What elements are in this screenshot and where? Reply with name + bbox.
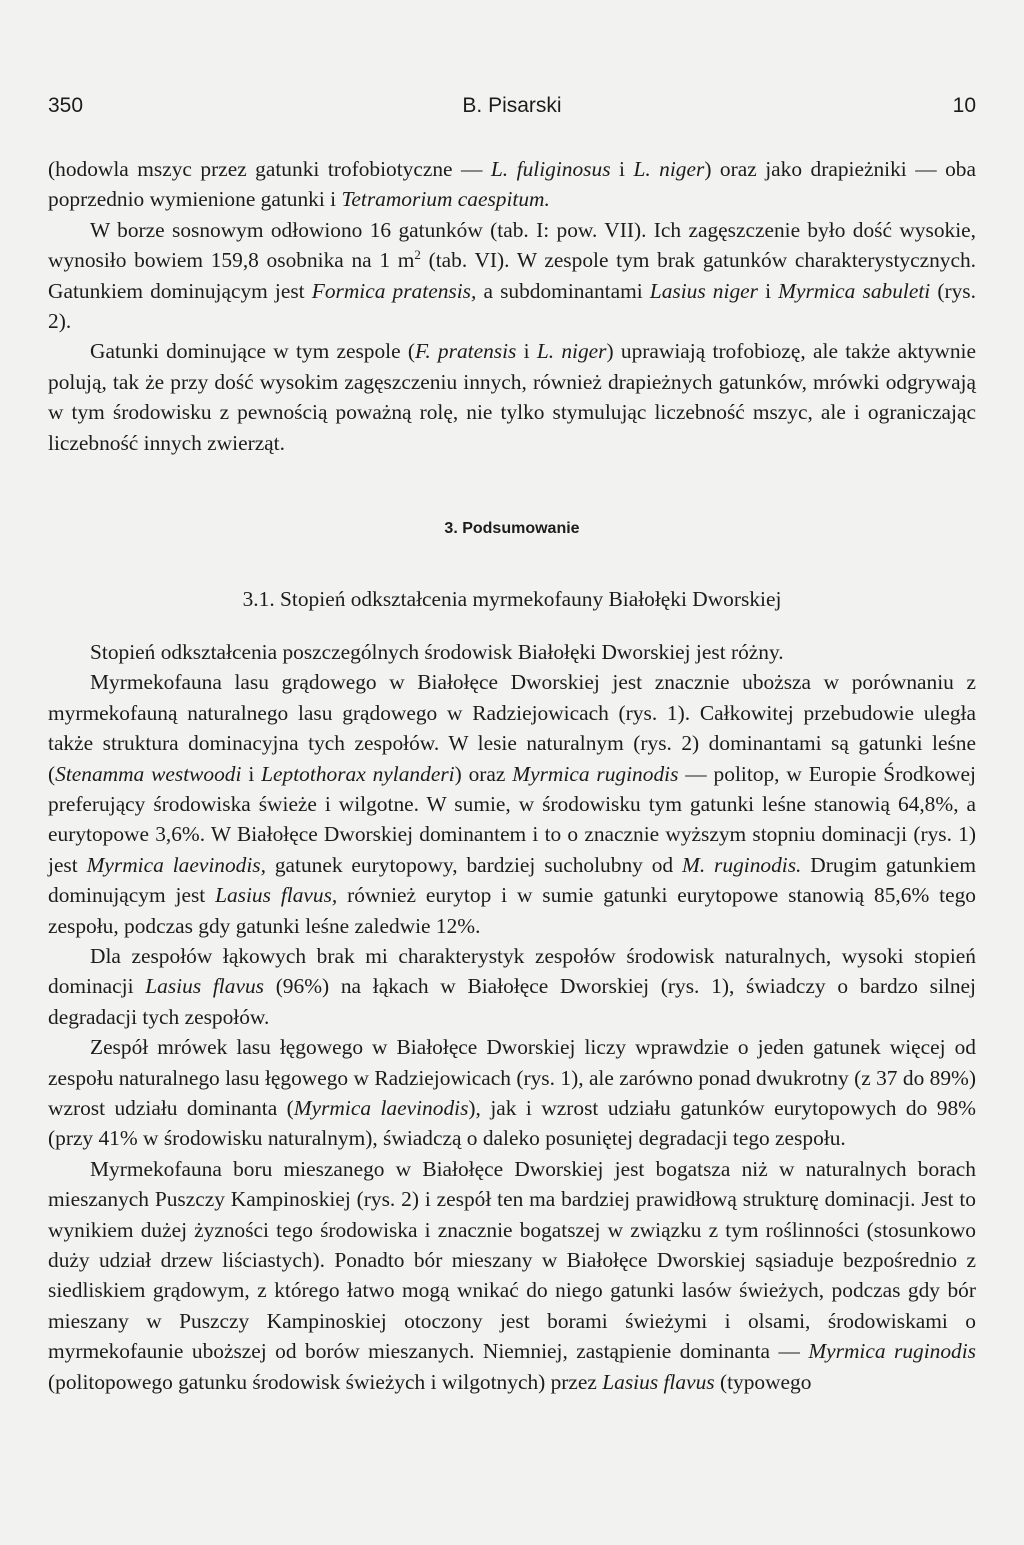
body-text [48, 154, 976, 1397]
text-run: i [757, 278, 779, 303]
species-name: L. niger [633, 157, 705, 181]
text-run: — politop, w Europie Środkowej preferujący środowiska świeże i wilgotne. W sumie, w środowisku tym gatunki leśne stanowią 64,8%, a eurytopowe 3,6%. W Białołęce Dworskiej dominantem i to o znacznie wyższym stopniu dominacji (rys. 1) jest [48, 761, 976, 877]
section-heading: 3. Podsumowanie [444, 520, 580, 538]
text-run: również eurytop i w sumie gatunki eurytopowe stanowią 85,6% tego zespołu, podczas gdy gatunki leśne zaledwie 12%. [48, 883, 976, 938]
text-run: (96%) na łąkach w Białołęce Dworskiej (rys. 1), świadczy o bardzo silnej degradacji tych zespołów. [48, 974, 976, 1029]
species-name: L. niger [536, 339, 607, 364]
species-name: M. ruginodis. [682, 852, 802, 877]
issue-number: 10 [952, 94, 976, 117]
text-run: a subdominantami [476, 278, 650, 303]
text-run: Stopień odkształcenia poszczególnych środowisk Białołęki Dworskiej jest różny. [90, 639, 784, 664]
text-run: gatunek eurytopowy, bardziej sucholubny od [265, 852, 682, 877]
species-name: Stenamma westwoodi [55, 761, 242, 786]
text-run: Drugim gatunkiem dominującym jest [48, 852, 976, 908]
superscript: 2 [414, 247, 421, 263]
text-run: Myrmekofauna boru mieszanego w Białołęce Dworskiej jest bogatsza niż w naturalnych borach mieszanych Puszczy Kampinoskiej (rys. 2) i zespół ten ma bardziej prawidłową strukturę dominacji. Jest to wynikiem dużej żyzności tego środowiska i znacznie bogatszej w związku z tym roślinności (stosunkowo duży udział drzew liściastych). Ponadto bór mieszany w Białołęce Dworskiej sąsiaduje bezpośrednio z siedliskiem grądowym, z którego łatwo mogą wnikać do niego gatunki lasów świeżych, podczas gdy bór mieszany w Puszczy Kampinoskiej otoczony jest borami świeżymi i olsami, środowiskami o myrmekofaunie uboższej od borów mieszanych. Niemniej, zastąpienie dominanta — [48, 1156, 976, 1364]
species-name: Lasius flavus, [215, 883, 338, 908]
text-run: ) oraz jako drapieżniki — oba poprzednio wymienione gatunki i [48, 157, 976, 212]
species-name: L. fuliginosus [490, 157, 611, 181]
text-run: (politopowego gatunku środowisk świeżych i wilgotnych) przez [48, 1369, 603, 1394]
paragraph [48, 941, 976, 1032]
species-name: Lasius flavus [145, 974, 264, 999]
text-run: i [241, 761, 262, 786]
paragraph [48, 667, 976, 941]
running-header [48, 94, 976, 124]
text-run: Gatunki dominujące w tym zespole ( [90, 339, 416, 364]
text-run: ) uprawiają trofobiozę, ale także aktywnie polują, tak że przy dość wysokim zagęszczeniu innych, również drapieżnych gatunków, mrówki odgrywają w tym środowisku z pewnością poważną rolę, nie tylko stymulując liczebność mszyc, ale i ograniczając liczebność innych zwierząt. [48, 339, 976, 455]
paragraph [48, 336, 976, 458]
species-name: Myrmica ruginodis [512, 761, 679, 786]
running-head-author: B. Pisarski [462, 94, 562, 117]
species-name: Myrmica laevinodis, [86, 852, 266, 877]
paragraph [48, 1154, 976, 1397]
species-name: Leptothorax nylanderi [261, 761, 455, 786]
text-run: (rys. 2). [48, 278, 976, 334]
species-name: Formica pratensis, [311, 278, 477, 303]
species-name: F. pratensis [415, 339, 517, 364]
text-run: (hodowla mszyc przez gatunki trofobiotyczne — [48, 157, 491, 181]
text-run: i [516, 339, 537, 364]
text-run: Dla zespołów łąkowych brak mi charakterystyk zespołów środowisk naturalnych, wysoki stopień dominacji [48, 943, 976, 999]
text-run: (typowego [714, 1369, 812, 1394]
page-number: 350 [48, 94, 84, 117]
text-run: ) oraz [454, 761, 513, 786]
text-run: ), jak i wzrost udziału gatunków eurytopowych do 98% (przy 41% w środowisku naturalnym), świadczą o daleko posuniętej degradacji tego zespołu. [48, 1095, 976, 1151]
text-run: W borze sosnowym odłowiono 16 gatunków (tab. I: pow. VII). Ich zagęszczenie było dość wysokie, wynosiło bowiem 159,8 osobnika na 1 m [48, 217, 976, 273]
paragraph [48, 1032, 976, 1154]
paragraph-continued [48, 154, 976, 215]
text-run: Myrmekofauna lasu grądowego w Białołęce Dworskiej jest znacznie uboższa w porównaniu z myrmekofauną naturalnego lasu grądowego w Radziejowicach (rys. 1). Całkowitej przebudowie uległa także struktura dominacyjna tych zespołów. W lesie naturalnym (rys. 2) dominantami są gatunki leśne ( [48, 670, 976, 786]
species-name: Tetramorium caespitum. [341, 187, 550, 212]
text-run: Zespół mrówek lasu łęgowego w Białołęce Dworskiej liczy wprawdzie o jeden gatunek więcej od zespołu naturalnego lasu łęgowego w Radziejowicach (rys. 1), ale zarówno ponad dwukrotny (z 37 do 89%) wzrost udziału dominanta ( [48, 1035, 976, 1120]
text-run: (tab. VI). W zespole tym brak gatunków charakterystycznych. Gatunkiem dominującym jest [48, 248, 976, 303]
species-name: Myrmica laevinodis [293, 1095, 469, 1120]
species-name: Lasius flavus [602, 1369, 715, 1394]
paragraph [48, 215, 976, 337]
species-name: Myrmica sabuleti [778, 278, 931, 303]
paragraph [48, 637, 976, 667]
text-run: i [610, 157, 634, 181]
species-name: Myrmica ruginodis [808, 1339, 977, 1364]
species-name: Lasius niger [649, 278, 758, 303]
subsection-heading: 3.1. Stopień odkształcenia myrmekofauny Białołęki Dworskiej [242, 587, 782, 612]
